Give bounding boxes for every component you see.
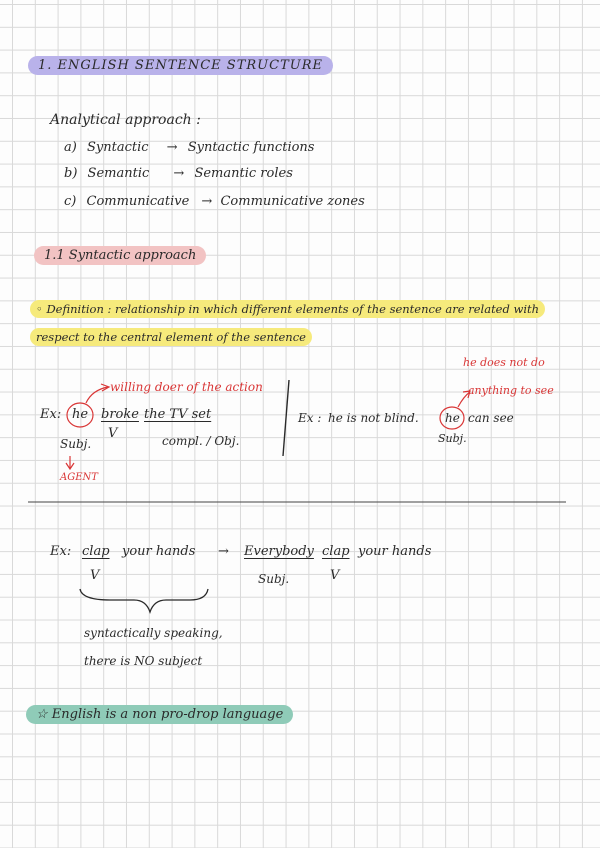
item-marker: b) (64, 166, 78, 181)
item-marker: a) (64, 140, 77, 155)
verb-label: V (108, 426, 118, 441)
subject-label: Subj. (258, 572, 290, 586)
divider-slash (283, 380, 289, 456)
section-heading: 1. ENGLISH SENTENCE STRUCTURE (28, 56, 333, 75)
example-verb: clap (322, 544, 350, 559)
circle-mark (440, 407, 464, 429)
item-marker: c) (64, 194, 77, 209)
arrow-icon: → (173, 166, 185, 181)
verb-label: V (330, 568, 340, 583)
circle-mark (67, 403, 93, 427)
willing-note: willing doer of the action (110, 380, 263, 394)
example-subject: Everybody (244, 544, 314, 559)
note-line: anything to see (468, 384, 554, 397)
arrow-icon: → (218, 544, 229, 559)
example-text: your hands (122, 544, 196, 559)
example-verb: broke (101, 407, 139, 422)
item-right: Semantic roles (194, 166, 293, 181)
subject-label: Subj. (60, 437, 92, 451)
example-text: your hands (358, 544, 432, 559)
arrow-icon: → (201, 194, 213, 209)
example-text: he is not blind. (328, 411, 419, 425)
note-line: syntactically speaking, (84, 626, 223, 640)
key-note: ☆ English is a non pro-drop language (26, 705, 293, 724)
definition-line-1: ◦ Definition : relationship in which different elements of the sentence are related with (30, 300, 545, 318)
example-label: Ex: (50, 544, 72, 559)
example-subject: he (445, 411, 460, 425)
subsection-heading: 1.1 Syntactic approach (34, 246, 206, 265)
example-label: Ex: (40, 407, 62, 422)
verb-label: V (90, 568, 100, 583)
item-left: Communicative (86, 194, 190, 209)
example-text: can see (468, 411, 514, 425)
item-left: Semantic (87, 166, 150, 181)
example-object: the TV set (144, 407, 212, 422)
note-line: he does not do (463, 356, 545, 369)
item-left: Syntactic (86, 140, 149, 155)
example-verb: clap (82, 544, 110, 559)
example-subject: he (72, 407, 89, 422)
example-label: Ex : (298, 411, 322, 425)
curly-brace (80, 589, 208, 612)
arrow-icon: → (166, 140, 178, 155)
note-line: there is NO subject (84, 654, 203, 668)
agent-label: AGENT (60, 472, 98, 483)
definition-line-2: respect to the central element of the sentence (30, 328, 312, 346)
subject-label: Subj. (438, 432, 467, 445)
item-right: Syntactic functions (187, 140, 315, 155)
arrow-mark (458, 392, 470, 407)
item-right: Communicative zones (220, 194, 365, 209)
analytical-title: Analytical approach : (50, 112, 201, 128)
object-label: compl. / Obj. (162, 434, 240, 448)
